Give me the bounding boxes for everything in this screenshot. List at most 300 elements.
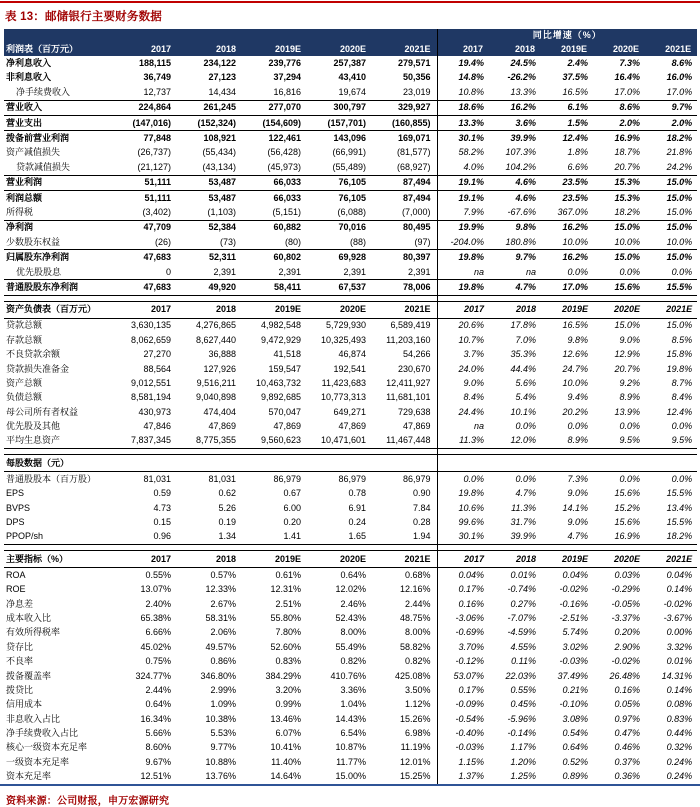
yoy-cell: 4.6% [489,175,541,190]
value-cell: 52,311 [177,250,242,265]
yoy-cell: 8.7% [671,377,693,388]
yoy-cell: 0.24% [666,756,693,767]
yoy-cell: 0.05% [614,699,641,710]
yoy-cell: 9.0% [567,517,589,528]
table-row [4,146,697,160]
yoy-year-header: 2018 [489,551,541,568]
table-row [4,583,697,597]
value-cell: (157,701) [307,115,372,130]
value-cell: 230,670 [397,363,431,374]
yoy-cell: 9.0% [619,334,641,345]
yoy-cell: 18.2% [614,206,641,217]
yoy-cell: 0.04% [437,568,489,583]
bottom-rule [0,784,700,786]
yoy-cell: -0.05% [611,598,641,609]
value-cell: 0.75% [145,656,171,667]
value-cell: 10,463,732 [255,377,301,388]
value-cell: 49,920 [177,280,242,295]
value-cell: 5.26 [218,502,236,513]
value-cell: 8.00% [405,627,431,638]
yoy-cell: 0.0% [515,473,537,484]
row-label: 非利息收入 [6,72,52,83]
year-header: 2019E [242,551,307,568]
section-title: 资产负债表（百万元） [4,301,112,318]
value-cell: 0.57% [210,569,236,580]
value-cell: 1.12% [405,699,431,710]
yoy-cell: 0.16% [437,597,489,611]
value-cell: 7.84 [413,502,431,513]
yoy-cell: 0.52% [562,756,589,767]
yoy-cell: 5.4% [515,392,537,403]
value-cell: 37,294 [273,72,301,83]
value-cell: 4.73 [153,502,171,513]
yoy-cell: 16.2% [541,250,593,265]
yoy-year-header: 2017 [437,301,489,318]
yoy-cell: 7.3% [619,58,641,69]
table-row [4,100,697,115]
yoy-cell: 20.7% [614,363,641,374]
yoy-cell: 8.9% [619,392,641,403]
yoy-cell: 0.14% [666,684,693,695]
yoy-cell: 5.6% [515,377,537,388]
yoy-cell: 14.1% [562,502,589,513]
yoy-cell: 22.03% [505,670,537,681]
value-cell: 9,516,211 [196,377,236,388]
section-header-row [4,455,697,472]
yoy-cell: 1.15% [437,755,489,769]
financial-table [4,29,697,785]
yoy-cell: 17.8% [510,320,537,331]
yoy-cell: 0.54% [562,728,589,739]
yoy-year-header: 2021E [645,301,697,318]
value-cell: 257,387 [333,58,366,69]
header-empty-span [112,29,437,42]
yoy-cell: 37.49% [557,670,589,681]
value-cell: 78,006 [372,280,437,295]
table-row [4,333,697,347]
value-cell: 13.76% [177,770,242,785]
yoy-cell: 16.9% [593,530,645,545]
value-cell: 0.96 [112,530,177,545]
value-cell: 729,638 [397,406,431,417]
value-cell: 425.08% [395,670,431,681]
value-cell: 60,882 [242,220,307,235]
value-cell: 58.31% [205,612,236,623]
value-cell: 1.34 [177,530,242,545]
yoy-cell: 3.02% [562,641,589,652]
value-cell: 2.67% [210,598,236,609]
value-cell: 45.02% [140,641,171,652]
yoy-cell: 0.45% [510,699,537,710]
yoy-cell: 1.25% [489,770,541,785]
value-cell: 70,016 [307,220,372,235]
table-row [4,115,697,130]
table-row [4,391,697,405]
value-cell: 52.43% [335,612,366,623]
value-cell: 15.00% [307,770,372,785]
yoy-cell: 20.2% [562,406,589,417]
yoy-cell: 180.8% [505,236,537,247]
yoy-cell: 13.9% [614,406,641,417]
yoy-year-header: 2020E [593,42,645,56]
table-row [4,434,697,449]
yoy-cell: -0.12% [437,654,489,668]
section-title: 主要指标（%） [4,551,112,568]
row-label: 利润总额 [4,190,112,205]
row-label: 贷款损失准备金 [6,363,70,374]
yoy-year-header: 2017 [437,42,489,56]
year-header: 2017 [112,301,177,318]
value-cell: 1.94 [372,530,437,545]
value-cell: 10,773,313 [320,392,366,403]
yoy-cell: 39.9% [489,131,541,146]
table-row [4,472,697,487]
value-cell: 36,749 [143,72,171,83]
yoy-cell: 8.9% [541,434,593,449]
row-label: PPOP/sh [4,530,112,545]
yoy-cell: 15.5% [666,517,693,528]
value-cell: (26) [154,236,171,247]
row-label: 所得税 [6,206,34,217]
table-row [4,280,697,295]
value-cell: 58,411 [242,280,307,295]
value-cell: 48.75% [400,612,431,623]
value-cell: 3,630,135 [130,320,171,331]
row-label: 营业收入 [4,100,112,115]
yoy-cell: 58.2% [437,146,489,160]
row-label: 信用成本 [6,699,43,710]
yoy-cell: 104.2% [505,161,537,172]
value-cell: (55,489) [332,161,366,172]
yoy-cell: -3.37% [611,612,641,623]
value-cell: (1,103) [207,206,236,217]
yoy-cell: 18.2% [645,131,697,146]
yoy-year-header: 2019E [541,551,593,568]
value-cell: 7.80% [275,627,301,638]
row-label: 母公司所有者权益 [6,406,79,417]
yoy-cell: 19.1% [437,190,489,205]
yoy-cell: 10.1% [510,406,537,417]
value-cell: 2,391 [408,266,431,277]
value-cell: 0 [165,266,171,277]
yoy-cell: 24.2% [666,161,693,172]
value-cell: 8.60% [145,742,171,753]
value-cell: 127,926 [203,363,236,374]
value-cell: 8.00% [340,627,366,638]
section-header-row [4,301,697,318]
yoy-cell: 0.0% [671,421,693,432]
yoy-cell: 0.27% [510,598,537,609]
year-header: 2020E [307,551,372,568]
row-label: 普通股股东净利润 [4,280,112,295]
yoy-cell: 0.97% [614,713,641,724]
value-cell: 10,471,601 [307,434,372,449]
empty-cell [112,455,437,472]
source-note: 资料来源：公司财报，申万宏源研究 [6,795,170,807]
yoy-growth-header: 同比增速（%） [437,29,697,42]
table-row [4,71,697,85]
value-cell: (26,737) [137,147,171,158]
value-cell: 10.38% [205,713,236,724]
value-cell: 81,031 [143,473,171,484]
table-row [4,347,697,361]
yoy-cell: 5.74% [562,627,589,638]
value-cell: 143,096 [307,131,372,146]
value-cell: 2,391 [213,266,236,277]
value-cell: 277,070 [242,100,307,115]
yoy-cell: -0.02% [611,656,641,667]
value-cell: 50,356 [403,72,431,83]
yoy-cell: 11.3% [437,434,489,449]
table-row [4,501,697,515]
row-label: ROE [6,584,26,595]
yoy-cell: 0.0% [671,473,693,484]
value-cell: 66,033 [242,175,307,190]
yoy-cell: 19.8% [437,280,489,295]
value-cell: 53,487 [177,175,242,190]
yoy-cell: 7.3% [567,473,589,484]
value-cell: 14,434 [208,86,236,97]
yoy-year-header: 2020E [593,551,645,568]
value-cell: 2.99% [210,684,236,695]
row-label: 平均生息资产 [4,434,112,449]
yoy-cell: 31.7% [510,517,537,528]
yoy-cell: 0.0% [619,421,641,432]
yoy-cell: 10.0% [562,236,589,247]
value-cell: 12,737 [143,86,171,97]
yoy-cell: 12.9% [614,349,641,360]
yoy-cell: 39.9% [489,530,541,545]
value-cell: 0.28 [413,517,431,528]
value-cell: 8,062,659 [130,334,171,345]
yoy-cell: 0.0% [671,266,693,277]
value-cell: 570,047 [268,406,301,417]
table-row [4,741,697,755]
yoy-year-header: 2021E [645,551,697,568]
yoy-cell: na [437,419,489,433]
value-cell: 3.50% [405,684,431,695]
table-row [4,190,697,205]
value-cell: 76,105 [307,175,372,190]
row-label: 净手续费收入 [16,86,71,97]
value-cell: 279,571 [397,58,431,69]
value-cell: 0.83% [275,656,301,667]
value-cell: 13.46% [270,713,301,724]
value-cell: 0.82% [405,656,431,667]
yoy-cell: 6.6% [567,161,589,172]
value-cell: 66,033 [242,190,307,205]
yoy-cell: 9.4% [567,392,589,403]
year-header: 2017 [112,551,177,568]
yoy-cell: 35.3% [510,349,537,360]
yoy-cell: 0.00% [666,627,693,638]
yoy-cell: 0.01% [510,569,537,580]
yoy-cell: 0.17% [437,583,489,597]
value-cell: 0.64% [340,569,366,580]
value-cell: 36,888 [208,349,236,360]
value-cell: 4,276,865 [195,320,236,331]
yoy-cell: 53.07% [437,669,489,683]
table-row [4,683,697,697]
value-cell: 47,869 [208,421,236,432]
yoy-cell: 12.6% [562,349,589,360]
row-label: 拨备前营业利润 [4,131,112,146]
yoy-cell: 12.0% [489,434,541,449]
yoy-cell: -0.74% [507,584,537,595]
row-label: 一级资本充足率 [6,756,70,767]
yoy-year-header: 2018 [489,301,541,318]
yoy-cell: 0.55% [510,684,537,695]
year-header: 2018 [177,301,242,318]
yoy-cell: 0.89% [541,770,593,785]
value-cell: 12.51% [112,770,177,785]
value-cell: 6.91 [348,502,366,513]
yoy-cell: 1.17% [510,742,537,753]
yoy-cell: 13.3% [510,86,537,97]
value-cell: 474,404 [203,406,236,417]
yoy-cell: 99.6% [437,515,489,529]
value-cell: 11.40% [271,756,301,767]
table-row [4,726,697,740]
yoy-cell: 0.36% [593,770,645,785]
value-cell: 49.57% [205,641,236,652]
value-cell: 2.44% [405,598,431,609]
table-row [4,175,697,190]
value-cell: (154,609) [242,115,307,130]
value-cell: 224,864 [112,100,177,115]
value-cell: (45,973) [267,161,301,172]
yoy-cell: 9.2% [619,377,641,388]
value-cell: (147,016) [112,115,177,130]
row-label: 净息差 [6,598,34,609]
yoy-cell: 17.0% [614,86,641,97]
value-cell: 8,581,194 [130,392,171,403]
year-header: 2021E [372,301,437,318]
yoy-cell: 0.46% [614,742,641,753]
yoy-cell: 0.08% [666,699,693,710]
yoy-cell: 0.0% [515,421,537,432]
yoy-cell: -0.40% [437,726,489,740]
value-cell: 329,927 [372,100,437,115]
yoy-cell: 13.3% [437,115,489,130]
table-row [4,712,697,726]
yoy-cell: 19.8% [437,250,489,265]
yoy-cell: 4.0% [437,160,489,175]
yoy-cell: -0.69% [437,626,489,640]
value-cell: 0.67 [283,488,301,499]
yoy-cell: 21.8% [666,147,693,158]
value-cell: 300,797 [307,100,372,115]
table-row [4,405,697,419]
value-cell: 188,115 [138,58,171,69]
yoy-cell: 2.4% [567,58,589,69]
value-cell: 6.98% [405,728,431,739]
yoy-cell: 9.0% [437,376,489,390]
yoy-cell: 3.7% [437,347,489,361]
row-label: 普通股股本（百万股） [6,473,97,484]
yoy-cell: 17.0% [541,280,593,295]
yoy-cell: 4.6% [489,190,541,205]
yoy-cell: 24.5% [510,58,537,69]
value-cell: (152,324) [177,115,242,130]
yoy-cell: 15.3% [593,175,645,190]
value-cell: 87,494 [372,190,437,205]
value-cell: 159,547 [268,363,301,374]
yoy-cell: 16.2% [541,220,593,235]
value-cell: 80,397 [372,250,437,265]
yoy-cell: 24.0% [437,362,489,376]
yoy-cell: 16.4% [614,72,641,83]
yoy-cell: 9.5% [645,434,697,449]
yoy-cell: 15.6% [614,517,641,528]
value-cell: 15.26% [400,713,431,724]
value-cell: 47,846 [143,421,171,432]
value-cell: 47,709 [112,220,177,235]
yoy-cell: 30.1% [437,530,489,545]
yoy-cell: 30.1% [437,131,489,146]
value-cell: 13.07% [140,584,171,595]
row-label: 负债总额 [6,392,43,403]
yoy-cell: 14.31% [661,670,693,681]
table-row [4,515,697,529]
value-cell: 23,019 [403,86,431,97]
value-cell: 14.43% [335,713,366,724]
value-cell: 0.82% [340,656,366,667]
value-cell: 430,973 [138,406,171,417]
value-cell: 0.78 [348,488,366,499]
yoy-cell: 0.04% [666,569,693,580]
yoy-cell: 3.32% [666,641,693,652]
value-cell: 2.40% [145,598,171,609]
table-row [4,654,697,668]
yoy-cell: 26.48% [609,670,641,681]
value-cell: (81,577) [397,147,431,158]
value-cell: 0.99% [275,699,301,710]
value-cell: (55,434) [202,147,236,158]
year-header: 2019E [242,301,307,318]
yoy-cell: 0.16% [614,684,641,695]
value-cell: 51,111 [112,175,177,190]
yoy-cell: 23.5% [541,175,593,190]
yoy-cell: -2.51% [559,612,589,623]
table-row [4,376,697,390]
value-cell: 11.19% [400,742,431,753]
value-cell: 12.31% [270,584,301,595]
yoy-cell: 15.3% [593,190,645,205]
yoy-cell: -67.6% [507,206,537,217]
value-cell: 6.66% [145,627,171,638]
value-cell: 86,979 [273,473,301,484]
content-area [0,3,700,807]
value-cell: 649,271 [333,406,366,417]
yoy-cell: -7.07% [507,612,537,623]
yoy-cell: -3.67% [663,612,693,623]
yoy-year-header: 2019E [541,42,593,56]
yoy-cell: -0.29% [611,584,641,595]
value-cell: 9.67% [145,756,171,767]
yoy-cell: 1.20% [510,756,537,767]
yoy-cell: 8.5% [671,334,693,345]
value-cell: 47,869 [338,421,366,432]
value-cell: 5.66% [145,728,171,739]
row-label: 归属股东净利润 [4,250,112,265]
yoy-cell: 4.7% [489,280,541,295]
value-cell: 0.61% [275,569,301,580]
table-row [4,318,697,333]
value-cell: 1.04% [340,699,366,710]
yoy-cell: 17.0% [666,86,693,97]
yoy-cell: na [526,266,537,277]
